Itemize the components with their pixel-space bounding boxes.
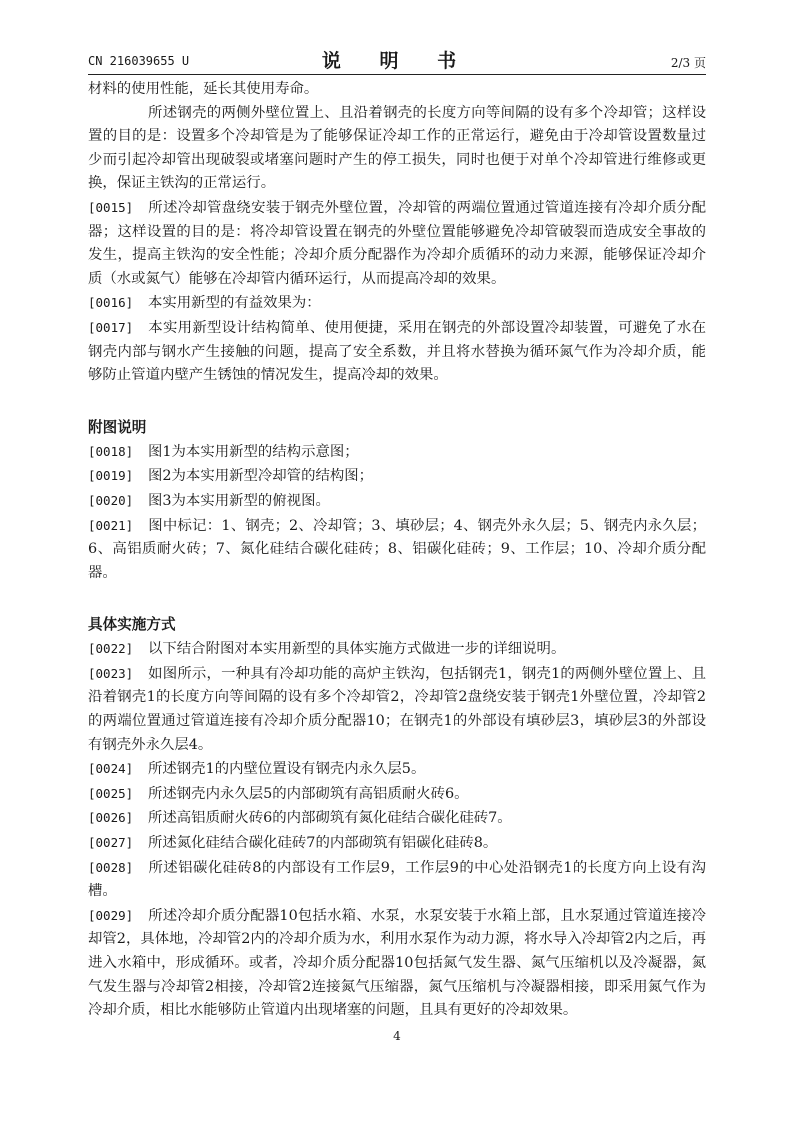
paragraph-0027 [88,831,706,856]
paragraph-text: 以下结合附图对本实用新型的具体实施方式做进一步的详细说明。 [148,641,566,658]
continued-paragraph: 所述钢壳的两侧外壁位置上、且沿着钢壳的长度方向等间隔的设有多个冷却管；这样设置的目的是：设置多个冷却管是为了能够保证冷却工作的正常运行，避免由于冷却管设置数量过少而引起冷却管出现破裂或堵塞问题时产生的停工损失，同时也便于对单个冷却管进行维修或更换，保证主铁沟的正常运行。 [88,104,706,192]
paragraph-number: [0021] [88,517,134,533]
paragraph-number: [0029] [88,907,134,923]
page-indicator: 2/3 页 [670,56,706,70]
paragraph-0029 [88,904,706,1023]
paragraph-0019 [88,464,706,489]
paragraph-number: [0028] [88,859,134,875]
paragraph-number: [0022] [88,641,134,657]
paragraph-text: 所述铝碳化硅砖8的内部设有工作层9，工作层9的中心处沿钢壳1的长度方向上设有沟槽。 [88,859,706,900]
continued-text: 材料的使用性能，延长其使用寿命。 [88,81,319,97]
paragraph-0026 [88,806,706,831]
page-number: 4 [393,1029,401,1043]
document-title: 说 明 书 [321,50,473,72]
paragraph-text: 本实用新型的有益效果为： [148,295,321,312]
paragraph-number: [0026] [88,810,134,826]
paragraph-text: 如图所示，一种具有冷却功能的高炉主铁沟，包括钢壳1，钢壳1的两侧外壁位置上、且沿着钢壳1的长度方向等间隔的设有多个冷却管2，冷却管2盘绕安装于钢壳1外壁位置，冷却管2的两端位置通过管道连接有冷却介质分配器10；在钢壳1的外部设有填砂层3，填砂层3的外部设有钢壳外永久层4。 [88,665,706,753]
publication-number: CN 216039655 U [88,54,190,68]
paragraph-0015 [88,196,706,291]
paragraph-0018 [88,440,706,465]
paragraph-0020 [88,489,706,514]
paragraph-text: 图中标记：1、钢壳；2、冷却管；3、填砂层；4、钢壳外永久层；5、钢壳内永久层；6、高铝质耐火砖；7、氮化硅结合碳化硅砖；8、铝碳化硅砖；9、工作层；10、冷却介质分配器。 [88,517,706,581]
paragraph-0025 [88,782,706,807]
paragraph-0028 [88,856,706,904]
paragraph-number: [0024] [88,761,134,777]
paragraph-text: 图1为本实用新型的结构示意图； [148,443,359,460]
section-heading-figures: 附图说明 [88,418,147,436]
paragraph-0023 [88,662,706,757]
paragraph-text: 所述氮化硅结合碳化硅砖7的内部砌筑有铝碳化硅砖8。 [148,835,498,852]
paragraph-number: [0025] [88,785,134,801]
paragraph-number: [0017] [88,319,134,335]
paragraph-text: 所述钢壳内永久层5的内部砌筑有高铝质耐火砖6。 [148,785,469,802]
page-header [88,44,706,74]
paragraph-text: 所述高铝质耐火砖6的内部砌筑有氮化硅结合碳化硅砖7。 [148,810,512,827]
section-heading-embodiments: 具体实施方式 [88,616,176,634]
paragraph-0016 [88,291,706,316]
paragraph-text: 本实用新型设计结构简单、使用便捷，采用在钢壳的外部设置冷却装置，可避免了水在钢壳内部与钢水产生接触的问题，提高了安全系数，并且将水替换为循环氮气作为冷却介质，能够防止管道内壁产生锈蚀的情况发生，提高冷却的效果。 [88,319,706,384]
document-body [88,78,706,1023]
paragraph-number: [0016] [88,295,134,311]
paragraph-0017 [88,316,706,388]
paragraph-number: [0015] [88,199,134,215]
header-rule [88,74,706,75]
paragraph-number: [0027] [88,835,134,851]
paragraph-number: [0023] [88,665,134,681]
paragraph-0024 [88,757,706,782]
paragraph-text: 图3为本实用新型的俯视图。 [148,492,330,509]
paragraph-0022 [88,637,706,662]
paragraph-text: 所述钢壳1的内壁位置设有钢壳内永久层5。 [148,761,426,778]
paragraph-text: 图2为本实用新型冷却管的结构图； [148,468,374,485]
paragraph-text: 所述冷却介质分配器10包括水箱、水泵，水泵安装于水箱上部，且水泵通过管道连接冷却管2，具体地，冷却管2内的冷却介质为水，利用水泵作为动力源，将水导入冷却管2内之后，再进入水箱中，形成循环。或者，冷却介质分配器10包括氮气发生器、氮气压缩机以及冷凝器，氮气发生器与冷却管2相接，冷却管2连接氮气压缩器，氮气压缩机与冷凝器相接，即采用氮气作为冷却介质，相比水能够防止管道内出现堵塞的问题，且具有更好的冷却效果。 [88,907,706,1019]
paragraph-0021 [88,514,706,586]
paragraph-number: [0019] [88,468,134,484]
paragraph-number: [0018] [88,443,134,459]
paragraph-number: [0020] [88,492,134,508]
paragraph-text: 所述冷却管盘绕安装于钢壳外壁位置，冷却管的两端位置通过管道连接有冷却介质分配器；这样设置的目的是：将冷却管设置在钢壳的外壁位置能够避免冷却管破裂而造成安全事故的发生，提高主铁沟的安全性能；冷却介质分配器作为冷却介质循环的动力来源，能够保证冷却介质（水或氮气）能够在冷却管内循环运行，从而提高冷却的效果。 [88,199,706,287]
